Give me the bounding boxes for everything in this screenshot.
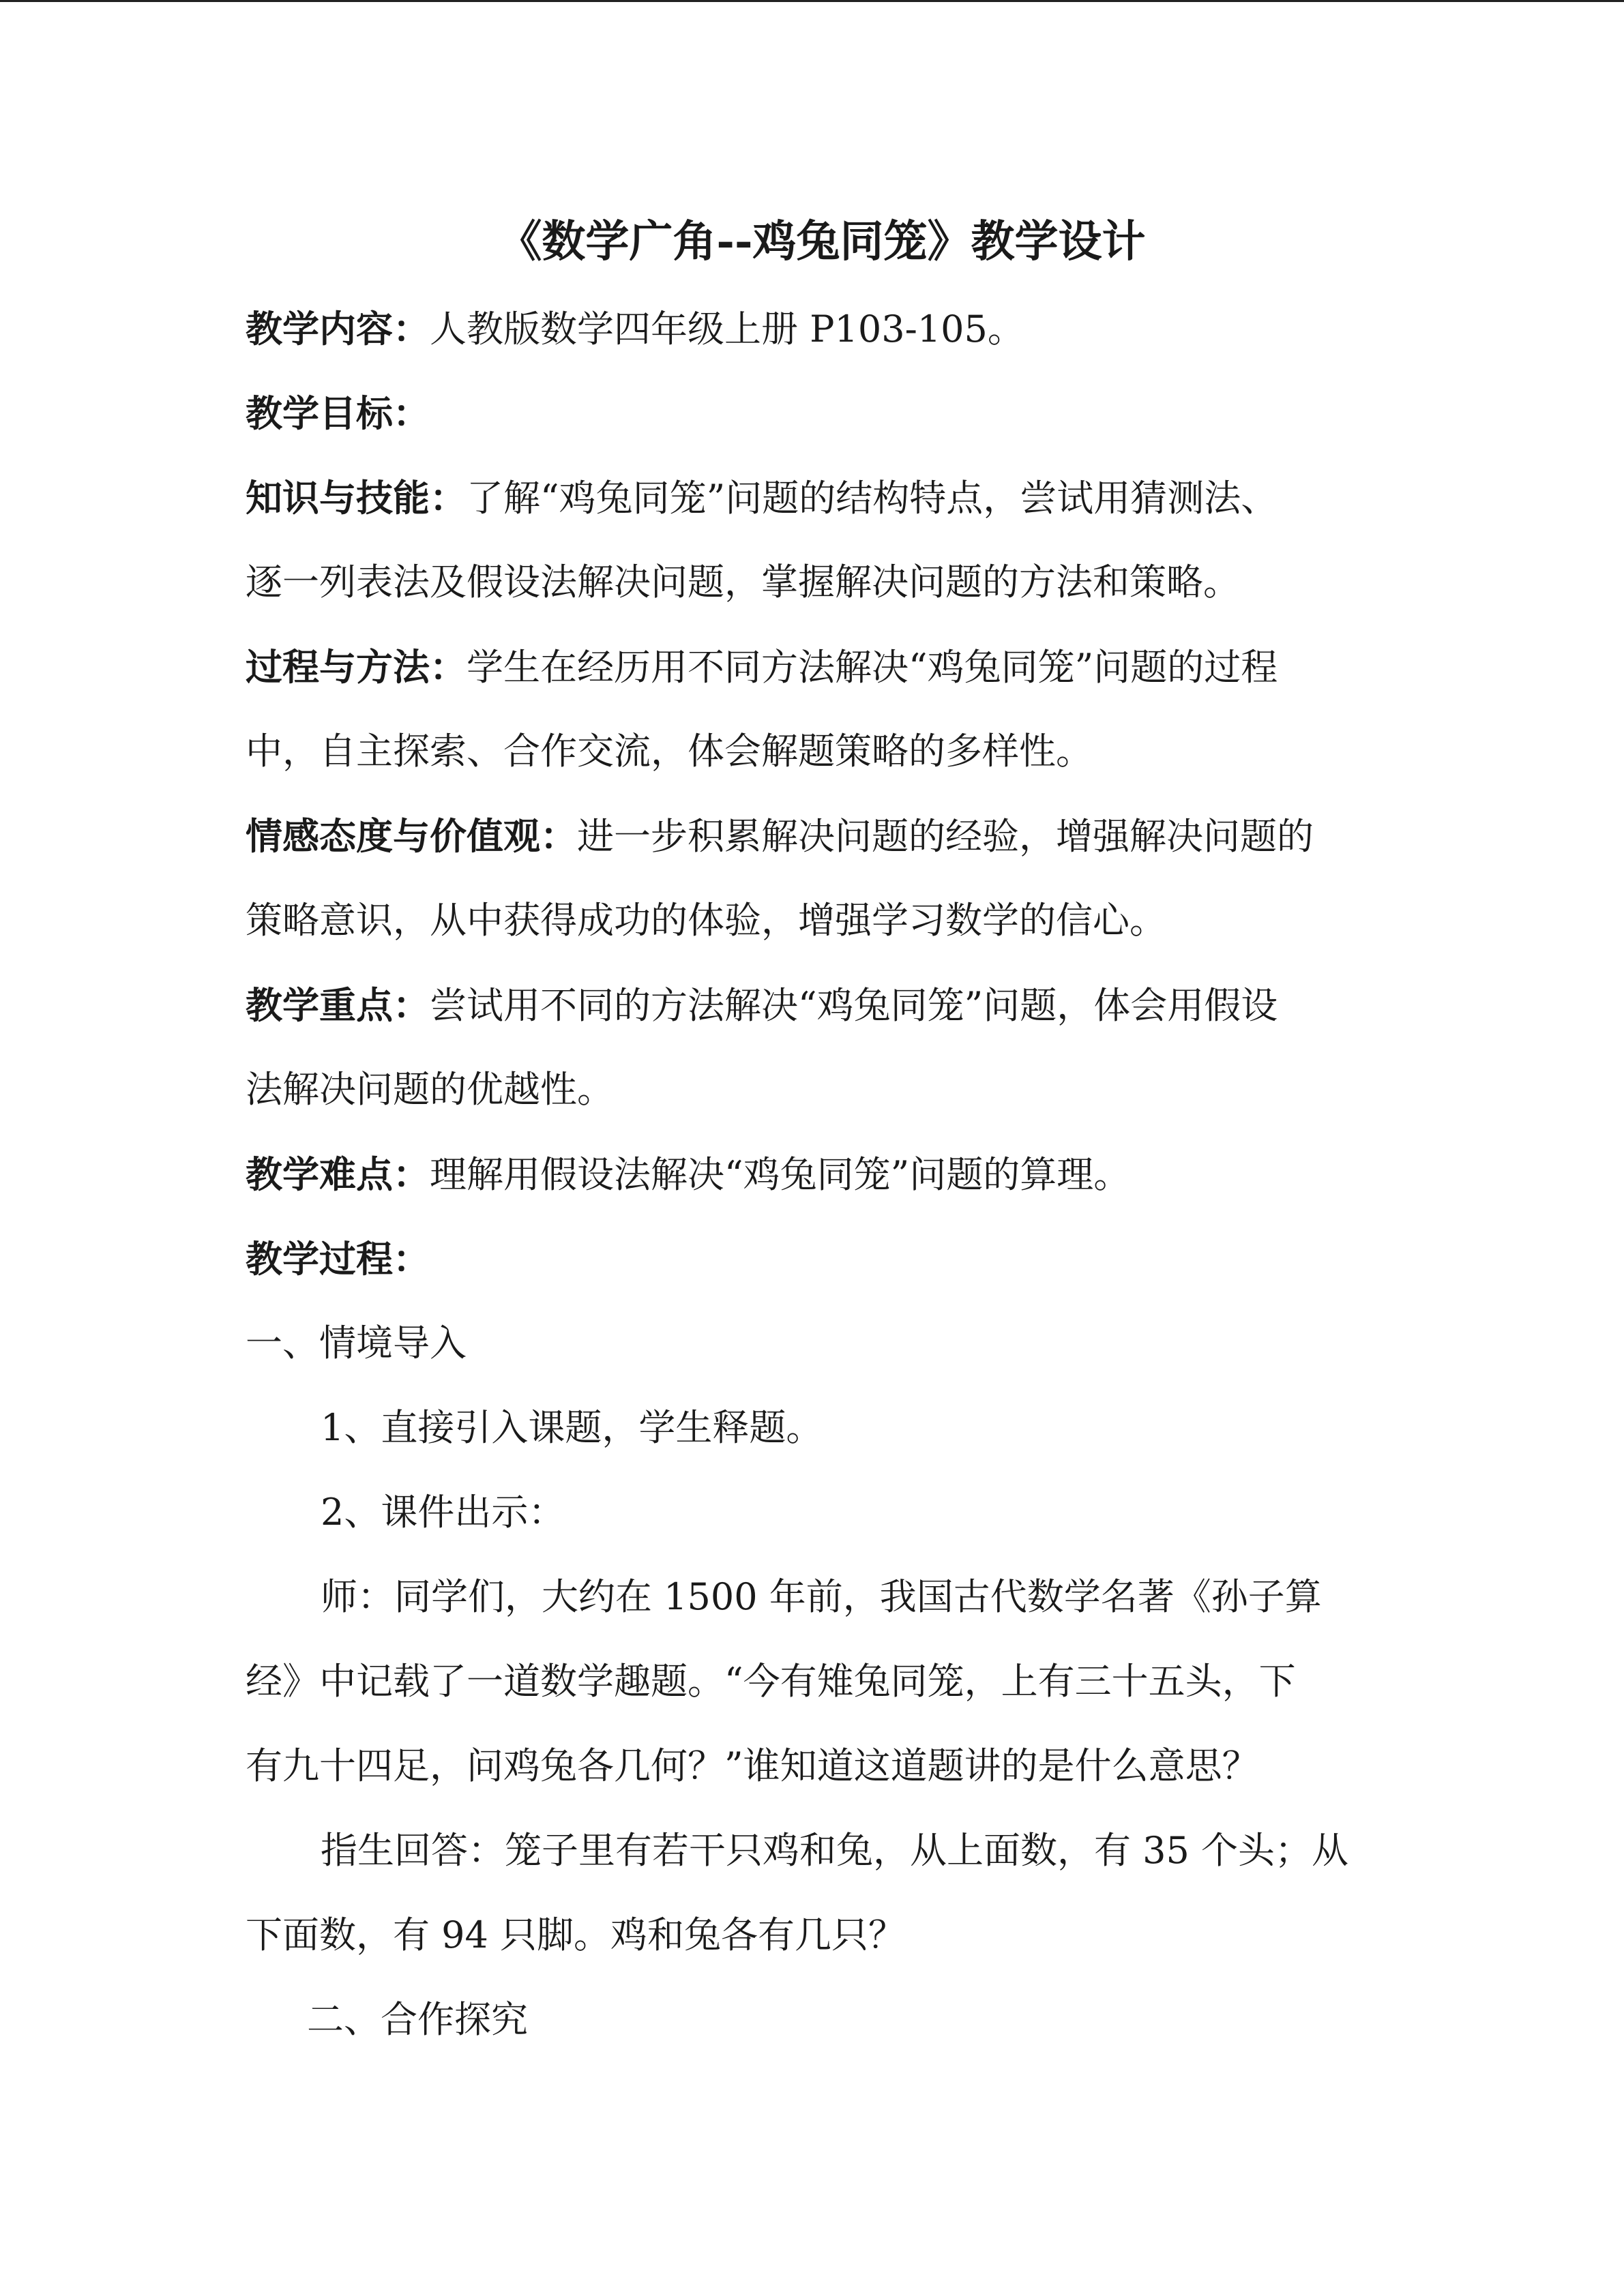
difficulty-text: 理解用假设法解决“鸡兔同笼”问题的算理。 [430,1153,1131,1196]
section-2-heading: 二、合作探究 [307,1998,528,2041]
teacher-line-2: 经》中记载了一道数学趣题。“今有雉兔同笼，上有三十五头，下 [246,1660,1296,1703]
attitude-text-1: 进一步积累解决问题的经验，增强解决问题的 [577,815,1314,858]
teaching-content-text: 人教版数学四年级上册 P103-105。 [430,308,1024,351]
teacher-line-1: 师：同学们，大约在 1500 年前，我国古代数学名著《孙子算 [321,1575,1322,1618]
document-page [246,205,1378,2062]
student-line-1: 指生回答：笼子里有若干只鸡和兔，从上面数，有 35 个头；从 [321,1829,1349,1872]
student-line-2: 下面数，有 94 只脚。鸡和兔各有几只？ [246,1913,906,1956]
teaching-content-line [246,286,1378,371]
knowledge-line-2: 逐一列表法及假设法解决问题，掌握解决问题的方法和策略。 [246,561,1240,603]
knowledge-text-1: 了解“鸡兔同笼”问题的结构特点，尝试用猜测法、 [467,477,1278,520]
difficulty-label: 教学难点： [246,1152,430,1196]
difficulty-line [246,1132,1378,1217]
document-title: 《数学广角--鸡兔同笼》教学设计 [498,216,1146,267]
key-point-line-2: 法解决问题的优越性。 [246,1068,614,1111]
teacher-line-3: 有九十四足，问鸡兔各几何？”谁知道这道题讲的是什么意思？ [246,1744,1259,1787]
process-method-label: 过程与方法： [246,645,467,689]
key-point-label: 教学重点： [246,983,430,1027]
step-2: 2、课件出示： [321,1491,565,1534]
attitude-line-1 [246,794,1378,878]
attitude-label: 情感态度与价值观： [246,814,577,858]
process-method-line-1 [246,625,1378,709]
attitude-line-2: 策略意识，从中获得成功的体验，增强学习数学的信心。 [246,899,1166,942]
process-method-line-2: 中，自主探索、合作交流，体会解题策略的多样性。 [246,730,1093,773]
objectives-heading: 教学目标： [246,391,430,435]
step-1: 1、直接引入课题，学生释题。 [321,1406,823,1449]
section-1-heading: 一、情境导入 [246,1322,467,1365]
procedure-heading: 教学过程： [246,1237,430,1281]
key-point-text-1: 尝试用不同的方法解决“鸡兔同笼”问题，体会用假设 [430,984,1278,1027]
process-method-text-1: 学生在经历用不同方法解决“鸡兔同笼”问题的过程 [467,646,1278,689]
top-border-line [0,0,1624,2]
knowledge-label: 知识与技能： [246,476,467,520]
key-point-line-1 [246,963,1378,1047]
teaching-content-label: 教学内容： [246,307,430,351]
knowledge-line-1 [246,456,1378,540]
